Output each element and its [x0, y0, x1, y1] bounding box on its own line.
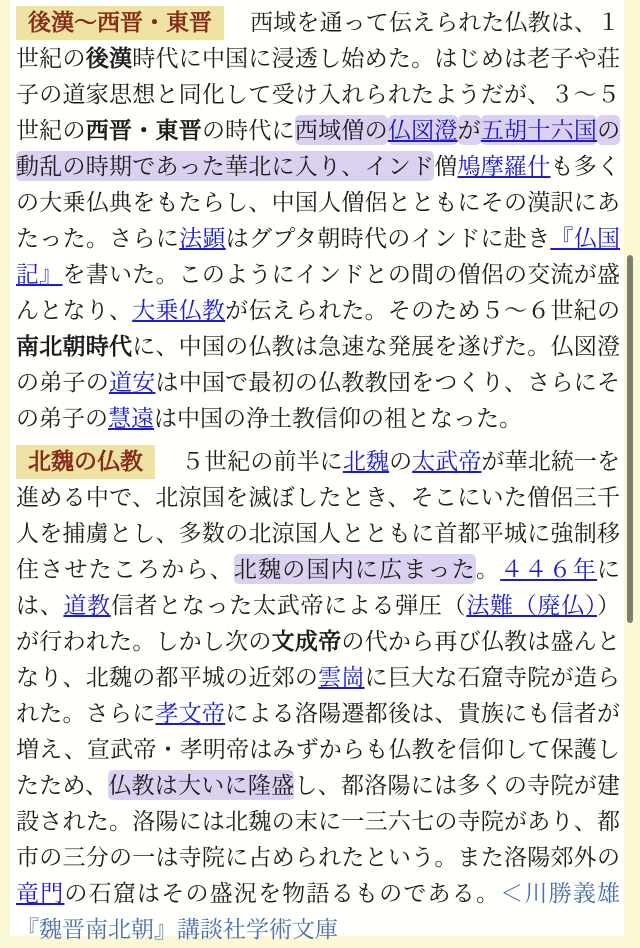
text-segment: の動乱の時期であった華北に入り、インド — [16, 115, 620, 181]
text-segment: し、都洛陽には多くの寺院が建設された。洛陽には北魏の末に一三六七の寺院があり、都市の三分の一は寺院に占められたという。また洛陽郊外の — [16, 773, 620, 870]
inline-link[interactable]: 太武帝 — [412, 449, 482, 474]
text-segment: 時代に中国に浸透し始めた。はじめは老子や荘子の道家思想と同化して受け入れられたようだが、３〜５世紀の — [16, 46, 621, 143]
inline-link[interactable]: 道教 — [63, 593, 111, 618]
paragraph — [16, 444, 620, 948]
paragraph — [16, 5, 620, 437]
text-segment: の時代に — [201, 118, 295, 143]
text-segment: の代から再び仏教は盛んとなり、北魏の都平城の近郊の — [16, 629, 621, 690]
text-segment: が伝えられた。そのため５〜６世紀の — [225, 298, 621, 323]
inline-link[interactable]: 法難（廃仏） — [466, 593, 598, 618]
text-segment: 文成帝 — [271, 629, 342, 654]
text-segment: はグプタ朝時代のインドに赴き — [225, 226, 551, 251]
text-segment: 南北朝時代 — [16, 334, 133, 359]
text-segment: は中国の浄土教信仰の祖となった。 — [154, 406, 522, 431]
text-segment: 西域を通って伝えられた仏教は、１世紀の — [16, 10, 620, 71]
scrollbar-thumb[interactable] — [627, 255, 633, 623]
inline-link[interactable]: 慧遠 — [108, 406, 154, 431]
text-segment: には、 — [16, 557, 621, 618]
inline-link[interactable]: 雲崗 — [318, 665, 365, 690]
text-segment: に巨大な石窟寺院が造られた。さらに — [16, 665, 621, 726]
inline-link[interactable]: 鳩摩羅什 — [457, 154, 551, 179]
inline-link[interactable]: ４４６年 — [500, 557, 598, 582]
citation: ＜川勝義雄『魏晋南北朝』講談社学術文庫 — [16, 881, 621, 942]
inline-link[interactable]: 仏図澄 — [388, 115, 458, 145]
inline-link[interactable]: 道安 — [108, 370, 156, 395]
article-content — [10, 0, 624, 942]
article-body — [16, 5, 620, 948]
section-heading-badge: 後漢〜西晋・東晋 — [16, 6, 224, 40]
text-segment: の石窟はその盛況を物語るものである。 — [64, 881, 501, 906]
text-segment: の — [389, 449, 413, 474]
text-segment: 西域僧の — [295, 115, 388, 145]
text-segment: が — [458, 115, 481, 145]
text-segment: 信者となった太武帝による弾圧（ — [110, 593, 467, 618]
text-segment: 僧 — [434, 154, 458, 179]
inline-link[interactable]: 北魏 — [342, 449, 390, 474]
text-segment: が華北統一を進める中で、北涼国を滅ぼしたとき、そこにいた僧侶三千人を捕虜とし、多数の北涼国人とともに首都平城に強制移住させたころから、 — [16, 449, 621, 582]
text-segment: ）が行われた。しかし次の — [16, 593, 621, 654]
text-segment: は中国で最初の仏教教団をつくり、さらにその弟子の — [16, 370, 621, 431]
inline-link[interactable]: 法顕 — [179, 226, 226, 251]
inline-link[interactable]: 五胡十六国 — [481, 115, 597, 145]
text-segment: による洛陽遷都後は、貴族にも信者が増え、宣武帝・孝明帝はみずからも仏教を信仰して保護したため、 — [16, 701, 621, 798]
inline-link[interactable]: 『仏国記』 — [16, 226, 621, 287]
text-segment: を書いた。このようにインドとの間の僧侶の交流が盛んとなり、 — [16, 262, 621, 323]
inline-link[interactable]: 竜門 — [16, 881, 65, 906]
text-segment: 仏教は大いに隆盛 — [108, 770, 294, 800]
text-segment: 西晋・東晋 — [85, 118, 202, 143]
text-segment: 。 — [475, 557, 501, 582]
text-segment: に、中国の仏教は急速な発展を遂げた。仏図澄の弟子の — [16, 334, 621, 395]
text-segment: も多くの大乗仏典をもたらし、中国人僧侶とともにその漢訳にあたった。さらに — [16, 154, 620, 251]
inline-link[interactable]: 大乗仏教 — [132, 298, 226, 323]
inline-link[interactable]: 孝文帝 — [155, 701, 226, 726]
section-heading-badge: 北魏の仏教 — [16, 445, 155, 479]
text-segment: 北魏の国内に広まった — [234, 554, 476, 584]
text-segment: 後漢 — [85, 46, 133, 71]
text-segment: ５世紀の前半に — [181, 449, 343, 474]
